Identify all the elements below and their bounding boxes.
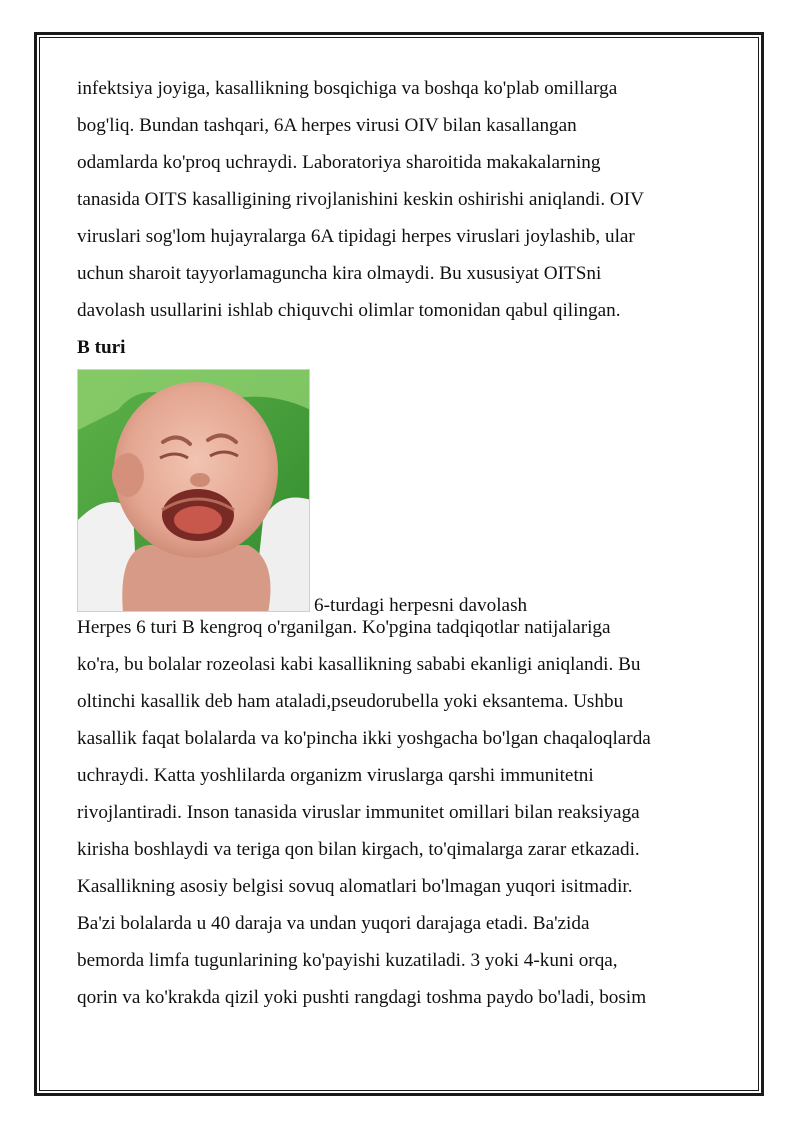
document-body [77, 70, 737, 1016]
section-heading: B turi [77, 337, 126, 358]
paragraph-1-line: odamlarda ko'proq uchraydi. Laboratoriya sharoitida makakalarning [77, 152, 601, 173]
paragraph-2-line: Ba'zi bolalarda u 40 daraja va undan yuqori darajaga etadi. Ba'zida [77, 913, 590, 934]
paragraph-1-line: infektsiya joyiga, kasallikning bosqichiga va boshqa ko'plab omillarga [77, 78, 618, 99]
paragraph-2-line: Herpes 6 turi B kengroq o'rganilgan. Ko'pgina tadqiqotlar natijalariga [77, 617, 611, 638]
paragraph-2-line: kasallik faqat bolalarda va ko'pincha ikki yoshgacha bo'lgan chaqaloqlarda [77, 728, 651, 749]
paragraph-1-line: viruslari sog'lom hujayralarga 6A tipidagi herpes viruslari joylashib, ular [77, 226, 635, 247]
paragraph-2-line: oltinchi kasallik deb ham ataladi,pseudorubella yoki eksantema. Ushbu [77, 691, 624, 712]
paragraph-2-line: kirisha boshlaydi va teriga qon bilan kirgach, to'qimalarga zarar etkazadi. [77, 839, 640, 860]
paragraph-1-line: uchun sharoit tayyorlamaguncha kira olmaydi. Bu xususiyat OITSni [77, 263, 602, 284]
paragraph-2 [77, 609, 737, 1016]
paragraph-2-line: qorin va ko'krakda qizil yoki pushti rangdagi toshma paydo bo'ladi, bosim [77, 987, 647, 1008]
crying-baby-photo [77, 369, 310, 612]
paragraph-2-line: bemorda limfa tugunlarining ko'payishi kuzatiladi. 3 yoki 4-kuni orqa, [77, 950, 618, 971]
figure [77, 369, 737, 616]
paragraph-1-line: tanasida OITS kasalligining rivojlanishini keskin oshirishi aniqlandi. OIV [77, 189, 645, 210]
paragraph-1 [77, 70, 737, 329]
paragraph-1-line: bog'liq. Bundan tashqari, 6A herpes virusi OIV bilan kasallangan [77, 115, 577, 136]
paragraph-2-line: uchraydi. Katta yoshlilarda organizm viruslarga qarshi immunitetni [77, 765, 594, 786]
paragraph-2-line: rivojlantiradi. Inson tanasida viruslar immunitet omillari bilan reaksiyaga [77, 802, 640, 823]
image-caption: 6-turdagi herpesni davolash [314, 595, 528, 616]
paragraph-1-line: davolash usullarini ishlab chiquvchi olimlar tomonidan qabul qilingan. [77, 300, 621, 321]
paragraph-2-line: Kasallikning asosiy belgisi sovuq alomatlari bo'lmagan yuqori isitmadir. [77, 876, 633, 897]
paragraph-2-line: ko'ra, bu bolalar rozeolasi kabi kasallikning sababi ekanligi aniqlandi. Bu [77, 654, 641, 675]
